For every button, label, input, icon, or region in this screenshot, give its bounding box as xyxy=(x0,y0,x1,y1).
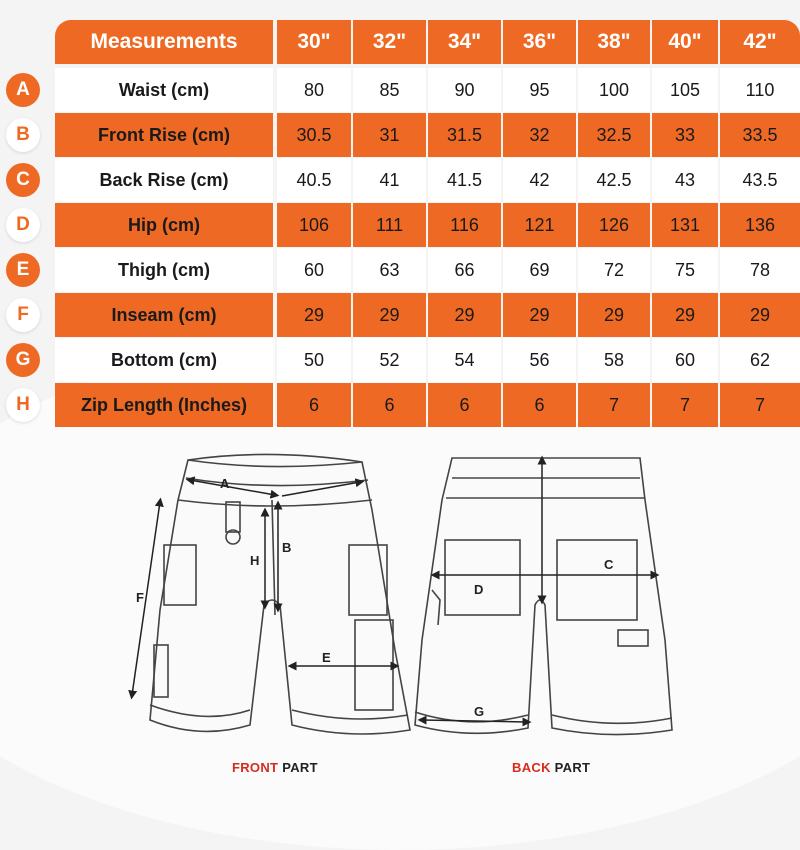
row-label: Inseam (cm) xyxy=(55,293,273,337)
header-size: 30" xyxy=(275,20,351,64)
diagram-label-a: A xyxy=(220,476,230,491)
table-cell: 7 xyxy=(718,383,800,427)
table-cell: 105 xyxy=(650,68,718,112)
table-cell: 7 xyxy=(650,383,718,427)
back-part-caption xyxy=(512,760,590,775)
table-cell: 54 xyxy=(426,338,501,382)
table-cell: 41 xyxy=(351,158,426,202)
table-cell: 6 xyxy=(501,383,576,427)
table-cell: 126 xyxy=(576,203,650,247)
row-letter-badge: E xyxy=(6,253,40,287)
header-size: 42" xyxy=(718,20,800,64)
table-cell: 131 xyxy=(650,203,718,247)
table-cell: 63 xyxy=(351,248,426,292)
table-cell: 78 xyxy=(718,248,800,292)
table-cell: 72 xyxy=(576,248,650,292)
table-cell: 62 xyxy=(718,338,800,382)
table-row-zip-length xyxy=(0,383,800,427)
row-label: Waist (cm) xyxy=(55,68,273,112)
front-shorts-drawing xyxy=(150,454,410,734)
diagram-label-g: G xyxy=(474,704,485,719)
table-cell: 31.5 xyxy=(426,113,501,157)
front-part-caption xyxy=(232,760,318,775)
back-caption-accent: BACK xyxy=(512,760,551,775)
front-caption-rest: PART xyxy=(278,760,318,775)
header-size: 34" xyxy=(426,20,501,64)
row-letter-badge: D xyxy=(6,208,40,242)
table-cell: 58 xyxy=(576,338,650,382)
row-label: Thigh (cm) xyxy=(55,248,273,292)
table-row-front-rise xyxy=(0,113,800,157)
table-cell: 52 xyxy=(351,338,426,382)
front-caption-accent: FRONT xyxy=(232,760,279,775)
diagram-label-h: H xyxy=(250,553,260,568)
table-cell: 121 xyxy=(501,203,576,247)
table-cell: 66 xyxy=(426,248,501,292)
table-cell: 6 xyxy=(275,383,351,427)
table-cell: 6 xyxy=(426,383,501,427)
table-cell: 136 xyxy=(718,203,800,247)
table-cell: 6 xyxy=(351,383,426,427)
table-cell: 41.5 xyxy=(426,158,501,202)
table-cell: 43 xyxy=(650,158,718,202)
table-cell: 85 xyxy=(351,68,426,112)
diagram-label-b: B xyxy=(282,540,292,555)
row-letter-badge: F xyxy=(6,298,40,332)
table-cell: 50 xyxy=(275,338,351,382)
table-row-thigh xyxy=(0,248,800,292)
table-cell: 33 xyxy=(650,113,718,157)
diagram-label-d: D xyxy=(474,582,484,597)
row-label: Bottom (cm) xyxy=(55,338,273,382)
row-letter-badge: B xyxy=(6,118,40,152)
table-cell: 32.5 xyxy=(576,113,650,157)
table-cell: 29 xyxy=(351,293,426,337)
table-row-back-rise xyxy=(0,158,800,202)
table-row-hip xyxy=(0,203,800,247)
header-size: 40" xyxy=(650,20,718,64)
table-cell: 111 xyxy=(351,203,426,247)
table-cell: 110 xyxy=(718,68,800,112)
table-cell: 60 xyxy=(275,248,351,292)
table-cell: 30.5 xyxy=(275,113,351,157)
table-cell: 32 xyxy=(501,113,576,157)
table-cell: 33.5 xyxy=(718,113,800,157)
table-cell: 106 xyxy=(275,203,351,247)
table-cell: 100 xyxy=(576,68,650,112)
header-size: 36" xyxy=(501,20,576,64)
header-size: 32" xyxy=(351,20,426,64)
table-cell: 31 xyxy=(351,113,426,157)
table-cell: 95 xyxy=(501,68,576,112)
row-label: Zip Length (Inches) xyxy=(55,383,273,427)
row-letter-badge: C xyxy=(6,163,40,197)
diagram-label-c: C xyxy=(604,557,614,572)
table-cell: 29 xyxy=(501,293,576,337)
row-label: Front Rise (cm) xyxy=(55,113,273,157)
table-cell: 29 xyxy=(576,293,650,337)
row-letter-badge: A xyxy=(6,73,40,107)
table-cell: 43.5 xyxy=(718,158,800,202)
row-letter-badge: H xyxy=(6,388,40,422)
table-cell: 29 xyxy=(718,293,800,337)
diagram-label-f: F xyxy=(136,590,144,605)
table-cell: 56 xyxy=(501,338,576,382)
table-cell: 80 xyxy=(275,68,351,112)
row-letter-badge: G xyxy=(6,343,40,377)
table-row-inseam xyxy=(0,293,800,337)
header-measurements: Measurements xyxy=(55,20,273,64)
row-label: Hip (cm) xyxy=(55,203,273,247)
table-header-row xyxy=(0,20,800,64)
back-shorts-drawing xyxy=(415,458,672,735)
table-cell: 29 xyxy=(275,293,351,337)
header-size: 38" xyxy=(576,20,650,64)
diagram-label-e: E xyxy=(322,650,331,665)
table-cell: 40.5 xyxy=(275,158,351,202)
table-row-bottom xyxy=(0,338,800,382)
row-label: Back Rise (cm) xyxy=(55,158,273,202)
table-cell: 42.5 xyxy=(576,158,650,202)
table-cell: 90 xyxy=(426,68,501,112)
table-cell: 69 xyxy=(501,248,576,292)
table-cell: 116 xyxy=(426,203,501,247)
table-cell: 75 xyxy=(650,248,718,292)
table-row-waist xyxy=(0,68,800,112)
table-cell: 60 xyxy=(650,338,718,382)
table-cell: 29 xyxy=(650,293,718,337)
table-cell: 7 xyxy=(576,383,650,427)
table-cell: 42 xyxy=(501,158,576,202)
back-caption-rest: PART xyxy=(550,760,591,775)
shorts-measurement-diagram xyxy=(0,440,800,750)
table-cell: 29 xyxy=(426,293,501,337)
